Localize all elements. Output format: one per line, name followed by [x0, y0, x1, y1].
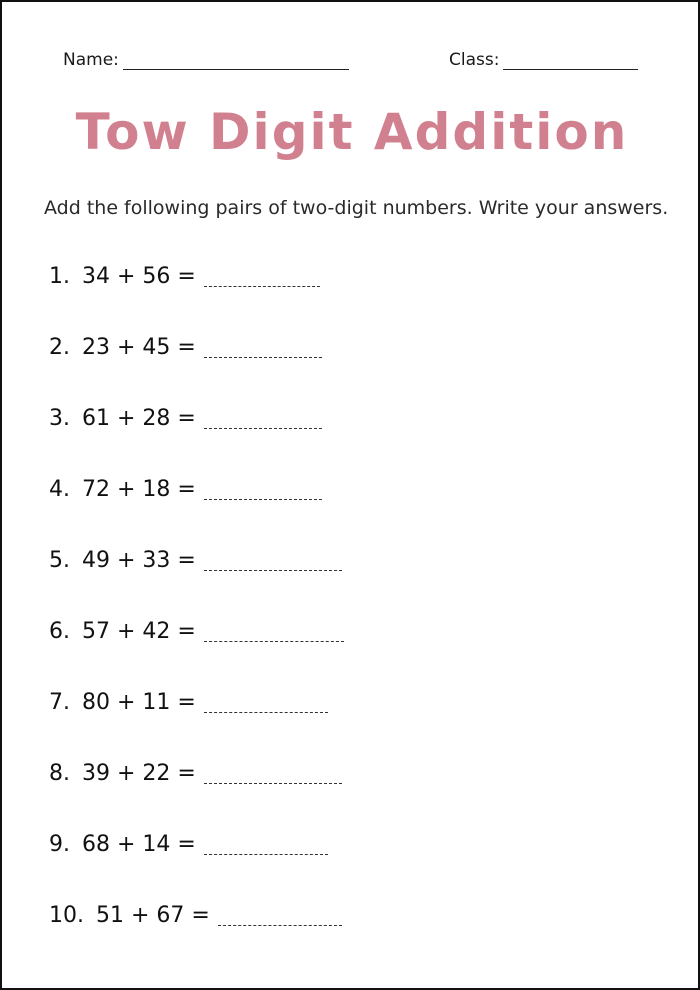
answer-blank	[204, 485, 322, 500]
answer-blank	[204, 840, 328, 855]
problem-expression: 80 + 11 =	[82, 690, 196, 715]
problem-item	[49, 760, 342, 788]
answer-blank	[204, 414, 322, 429]
worksheet-title: Tow Digit Addition	[75, 103, 629, 161]
problem-item	[49, 263, 320, 291]
problem-number: 7.	[49, 690, 70, 715]
problem-expression: 68 + 14 =	[82, 832, 196, 857]
answer-blank	[204, 627, 344, 642]
problem-item	[49, 831, 328, 859]
class-label: Class:	[449, 50, 500, 70]
problem-number: 6.	[49, 619, 70, 644]
problem-number: 1.	[49, 264, 70, 289]
problem-number: 10.	[49, 903, 84, 928]
problem-expression: 34 + 56 =	[82, 264, 196, 289]
answer-blank	[218, 911, 342, 926]
answer-blank	[204, 272, 320, 287]
problem-expression: 72 + 18 =	[82, 477, 196, 502]
problem-expression: 51 + 67 =	[96, 903, 210, 928]
problem-number: 4.	[49, 477, 70, 502]
problem-item	[49, 689, 328, 717]
answer-blank	[204, 556, 342, 571]
problem-item	[49, 476, 322, 504]
problem-item	[49, 902, 342, 930]
answer-blank	[204, 343, 322, 358]
problem-item	[49, 547, 342, 575]
answer-blank	[204, 698, 328, 713]
problem-item	[49, 618, 344, 646]
problem-expression: 49 + 33 =	[82, 548, 196, 573]
problem-number: 3.	[49, 406, 70, 431]
class-blank-line	[503, 51, 638, 70]
class-field	[449, 50, 638, 70]
problem-expression: 39 + 22 =	[82, 761, 196, 786]
problem-item	[49, 405, 322, 433]
instructions-text: Add the following pairs of two-digit numbers. Write your answers.	[44, 197, 669, 219]
problem-expression: 57 + 42 =	[82, 619, 196, 644]
name-label: Name:	[63, 50, 119, 70]
problem-expression: 61 + 28 =	[82, 406, 196, 431]
answer-blank	[204, 769, 342, 784]
problem-number: 5.	[49, 548, 70, 573]
name-field	[63, 50, 349, 70]
problem-number: 2.	[49, 335, 70, 360]
problem-expression: 23 + 45 =	[82, 335, 196, 360]
name-blank-line	[123, 51, 349, 70]
problem-item	[49, 334, 322, 362]
problem-number: 9.	[49, 832, 70, 857]
problem-number: 8.	[49, 761, 70, 786]
